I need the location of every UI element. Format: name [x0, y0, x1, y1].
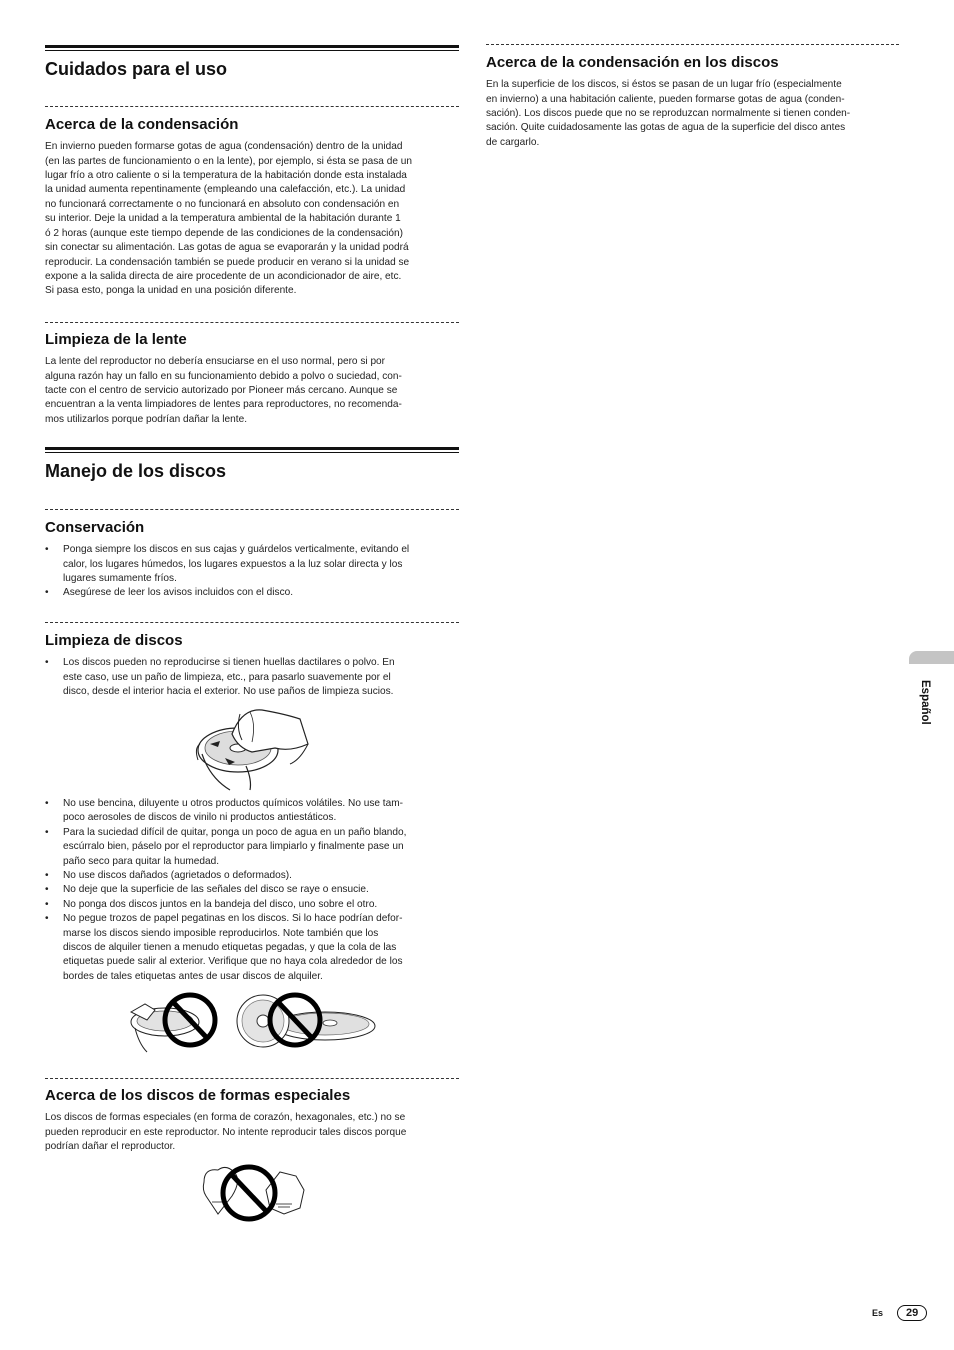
text-line: expone a la salida directa de aire procedente de un acondicionador de aire, etc.: [45, 270, 402, 282]
special-shape-discs-illustration: [196, 1162, 308, 1224]
disc-cleaning-illustration: [190, 704, 315, 794]
text-line: • Ponga siempre los discos en sus cajas y guárdelos verticalmente, evitando el: [63, 544, 410, 556]
subsection-condensation: [45, 106, 459, 299]
text-line: reproducir. La condensación también se puede producir en verano si la unidad se: [45, 256, 410, 268]
list-item: [45, 826, 459, 869]
list-item: [45, 586, 459, 600]
text-line: de cargarlo.: [486, 136, 540, 148]
subsection-cleaning: [45, 622, 459, 699]
language-tab: [909, 651, 954, 664]
text-line: encuentran a la venta limpiadores de lentes para reproductores, no recomenda-: [45, 399, 402, 411]
bullet-list-storage: [45, 543, 459, 601]
list-item: [45, 797, 459, 826]
text-line: Si pasa esto, ponga la unidad en una posición diferente.: [45, 285, 297, 297]
section-care: [45, 45, 459, 80]
text-line: En invierno pueden formarse gotas de agua (condensación) dentro de la unidad: [45, 141, 403, 153]
text-line: en invierno) a una habitación caliente, pueden formarse gotas de agua (conden-: [486, 93, 845, 105]
heading-rule: [45, 447, 459, 453]
list-item: [45, 869, 459, 883]
text-line: • No use discos dañados (agrietados o deformados).: [63, 870, 292, 882]
list-item: [45, 898, 459, 912]
text-line: lugares sumamente fríos.: [63, 573, 177, 585]
text-line: tacte con el centro de servicio autorizado por Pioneer más cercano. Aunque se: [45, 385, 398, 397]
text-line: paño seco para quitar la humedad.: [63, 855, 219, 867]
text-line: etiquetas puede salir al exterior. Verifique que no haya cola alrededor de los: [63, 956, 403, 968]
text-line: sin conectar su alimentación. Las gotas de agua se evaporarán y la unidad podrá: [45, 242, 409, 254]
list-item: [45, 656, 459, 699]
divider: [45, 622, 459, 623]
text-line: sación). Los discos puede que no se reproduzcan normalmente si tienen conden-: [486, 108, 851, 120]
heading-storage: Conservación: [45, 519, 145, 536]
text-line: pueden reproducir en este reproductor. No intente reproducir tales discos porque: [45, 1126, 407, 1138]
text-line: • No ponga dos discos juntos en la bandeja del disco, uno sobre el otro.: [63, 898, 378, 910]
heading-condensation: Acerca de la condensación: [45, 116, 239, 133]
text-line: • No use bencina, diluyente u otros productos químicos volátiles. No use tam-: [63, 798, 403, 809]
subsection-storage: [45, 509, 459, 601]
heading-lens: Limpieza de la lente: [45, 331, 187, 348]
subsection-cleaning-more: [45, 797, 459, 984]
text-line: lugar frío a otro caliente o si la temperatura de la habitación donde esta instalada: [45, 170, 407, 182]
divider: [45, 322, 459, 323]
page-number: 29: [897, 1305, 927, 1321]
paragraph-condensation: [45, 140, 459, 298]
bullet-list-cleaning-bottom: [45, 797, 459, 984]
divider: [45, 106, 459, 107]
text-line: Los discos de formas especiales (en forma de corazón, hexagonales, etc.) no se: [45, 1112, 406, 1124]
page-footer: [872, 1305, 927, 1321]
divider: [45, 1078, 459, 1079]
paragraph-lens: [45, 355, 459, 427]
text-line: La lente del reproductor no debería ensuciarse en el uso normal, pero si por: [45, 356, 386, 368]
text-line: • Para la suciedad difícil de quitar, ponga un poco de agua en un paño blando,: [63, 826, 407, 838]
text-line: la unidad aumenta repentinamente (empleando una calefacción, etc.). La unidad: [45, 184, 406, 196]
text-line: • No deje que la superficie de las señales del disco se raye o ensucie.: [63, 884, 369, 896]
text-line: discos de alquiler tienen a menudo etiquetas pegadas, y que la cola de las: [63, 942, 397, 954]
text-line: su interior. Deje la unidad a la temperatura ambiental de la habitación durante 1: [45, 213, 401, 225]
heading-cleaning: Limpieza de discos: [45, 632, 183, 649]
heading-special: Acerca de los discos de formas especiales: [45, 1087, 351, 1104]
divider: [486, 44, 899, 45]
text-line: poco aerosoles de discos de vinilo ni productos antiestáticos.: [63, 812, 337, 824]
heading-care: Cuidados para el uso: [45, 59, 228, 79]
paragraph-special: [45, 1111, 459, 1154]
text-line: sación. Quite cuidadosamente las gotas de agua de la superficie del disco antes: [486, 122, 846, 134]
text-line: bordes de tales etiquetas antes de usar discos de alquiler.: [63, 970, 323, 982]
list-item: [45, 543, 459, 586]
list-item: [45, 883, 459, 897]
divider: [45, 509, 459, 510]
heading-rule: [45, 45, 459, 51]
subsection-lens: [45, 322, 459, 427]
sticker-disc-warning: [131, 995, 215, 1052]
text-line: alguna razón hay un fallo en su funcionamiento debido a polvo o suciedad, con-: [45, 370, 402, 382]
text-line: • No pegue trozos de papel pegatinas en los discos. Si lo hace podrían defor-: [63, 913, 403, 925]
text-line: escúrralo bien, páselo por el reproductor para limpiarlo y finalmente pase un: [63, 841, 404, 853]
text-line: (en las partes de funcionamiento o en la lente), por ejemplo, si ésta se pasa de un: [45, 155, 412, 167]
heading-discs: Manejo de los discos: [45, 461, 227, 481]
heading-disc-condensation: Acerca de la condensación en los discos: [486, 54, 779, 71]
bullet-list-cleaning-top: [45, 656, 459, 699]
text-line: este caso, use un paño de limpieza, etc., para pasarlo suavemente por el: [63, 671, 391, 683]
text-line: ó 2 horas (aunque este tiempo depende de las condiciones de la condensación): [45, 227, 404, 239]
text-line: calor, los lugares húmedos, los lugares expuestos a la luz solar directa y los: [63, 558, 403, 570]
language-label: Español: [919, 680, 931, 725]
text-line: marse los discos siendo imposible reproducirlos. Note también que los: [63, 927, 379, 939]
text-line: podrían dañar el reproductor.: [45, 1141, 176, 1153]
stacked-discs-warning: [237, 995, 375, 1047]
text-line: mos utilizarlos porque podrían dañar la lente.: [45, 413, 247, 425]
subsection-special: [45, 1078, 459, 1154]
disc-warnings-illustration: [125, 988, 380, 1054]
text-line: no funcionará correctamente o no funcionará en absoluto con condensación en: [45, 198, 400, 210]
language-code: Es: [872, 1308, 884, 1318]
subsection-disc-condensation: [486, 44, 899, 150]
text-line: disco, desde el interior hacia el exterior. No use paños de limpieza sucios.: [63, 686, 394, 698]
section-discs: [45, 447, 459, 482]
text-line: • Los discos pueden no reproducirse si tienen huellas dactilares o polvo. En: [63, 657, 395, 669]
list-item: [45, 912, 459, 984]
text-line: • Asegúrese de leer los avisos incluidos con el disco.: [63, 587, 294, 599]
paragraph-disc-condensation: [486, 78, 899, 150]
text-line: En la superficie de los discos, si éstos se pasan de un lugar frío (especialmente: [486, 79, 842, 91]
